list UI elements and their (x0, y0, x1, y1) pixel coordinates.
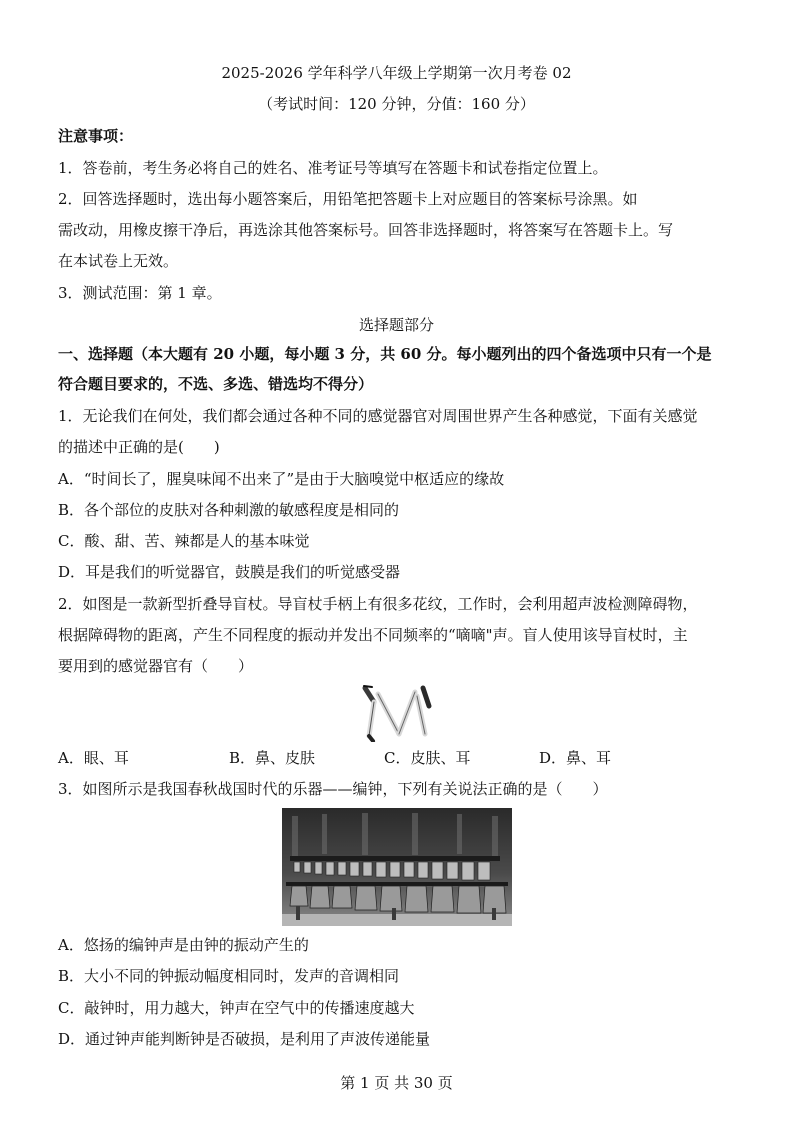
page-footer: 第 1 页 共 30 页 (340, 1074, 453, 1092)
q2-option-d: D．鼻、耳 (539, 749, 612, 767)
notice-item-2-line-1: 2．回答选择题时，选出每小题答案后，用铅笔把答题卡上对应题目的答案标号涂黑。如 (58, 190, 638, 208)
section-heading-line-2: 符合题目要求的，不选、多选、错选均不得分） (58, 375, 374, 393)
section-label: 选择题部分 (358, 316, 434, 334)
notice-item-2-line-3: 在本试卷上无效。 (58, 252, 179, 270)
q2-option-a: A．眼、耳 (58, 749, 129, 767)
q3-stem: 3．如图所示是我国春秋战国时代的乐器——编钟，下列有关说法正确的是（ ） (58, 780, 608, 798)
q1-option-d: D．耳是我们的听觉器官，鼓膜是我们的听觉感受器 (58, 563, 401, 581)
q1-option-c: C．酸、甜、苦、辣都是人的基本味觉 (58, 532, 310, 550)
q2-option-c: C．皮肤、耳 (384, 749, 471, 767)
q2-stem-line-3: 要用到的感觉器官有（ ） (58, 657, 254, 675)
exam-subtitle: （考试时间：120 分钟，分值：160 分） (258, 95, 535, 113)
section-heading-line-1: 一、选择题（本大题有 20 小题，每小题 3 分，共 60 分。每小题列出的四个备选项中只有一个是 (58, 345, 712, 363)
q1-stem-line-1: 1．无论我们在何处，我们都会通过各种不同的感觉器官对周围世界产生各种感觉，下面有关感觉 (58, 407, 698, 425)
q2-option-b: B．鼻、皮肤 (229, 749, 316, 767)
folding-cane-image (352, 684, 438, 742)
notice-item-1: 1．答卷前，考生务必将自己的姓名、准考证号等填写在答题卡和试卷指定位置上。 (58, 159, 608, 177)
q2-options-row (58, 748, 758, 770)
q1-stem-line-2: 的描述中正确的是( ) (58, 438, 220, 456)
notice-heading: 注意事项： (58, 127, 134, 145)
q1-option-b: B．各个部位的皮肤对各种刺激的敏感程度是相同的 (58, 501, 400, 519)
q3-option-c: C．敲钟时，用力越大，钟声在空气中的传播速度越大 (58, 999, 415, 1017)
q1-option-a: A．“时间长了，腥臭味闻不出来了”是由于大脑嗅觉中枢适应的缘故 (58, 470, 505, 488)
q2-stem-line-2: 根据障碍物的距离，产生不同程度的振动并发出不同频率的“嘀嘀"声。盲人使用该导盲杖时，主 (58, 626, 688, 644)
notice-item-3: 3．测试范围：第 1 章。 (58, 284, 222, 302)
q3-option-b: B．大小不同的钟振动幅度相同时，发声的音调相同 (58, 967, 400, 985)
exam-title: 2025-2026 学年科学八年级上学期第一次月考卷 02 (221, 64, 572, 82)
q3-option-a: A．悠扬的编钟声是由钟的振动产生的 (58, 936, 309, 954)
q3-option-d: D．通过钟声能判断钟是否破损，是利用了声波传递能量 (58, 1030, 431, 1048)
bianzhong-bells-photo (282, 808, 512, 926)
notice-item-2-line-2: 需改动，用橡皮擦干净后，再选涂其他答案标号。回答非选择题时，将答案写在答题卡上。写 (58, 221, 674, 239)
q2-stem-line-1: 2．如图是一款新型折叠导盲杖。导盲杖手柄上有很多花纹，工作时，会利用超声波检测障碍物， (58, 595, 698, 613)
